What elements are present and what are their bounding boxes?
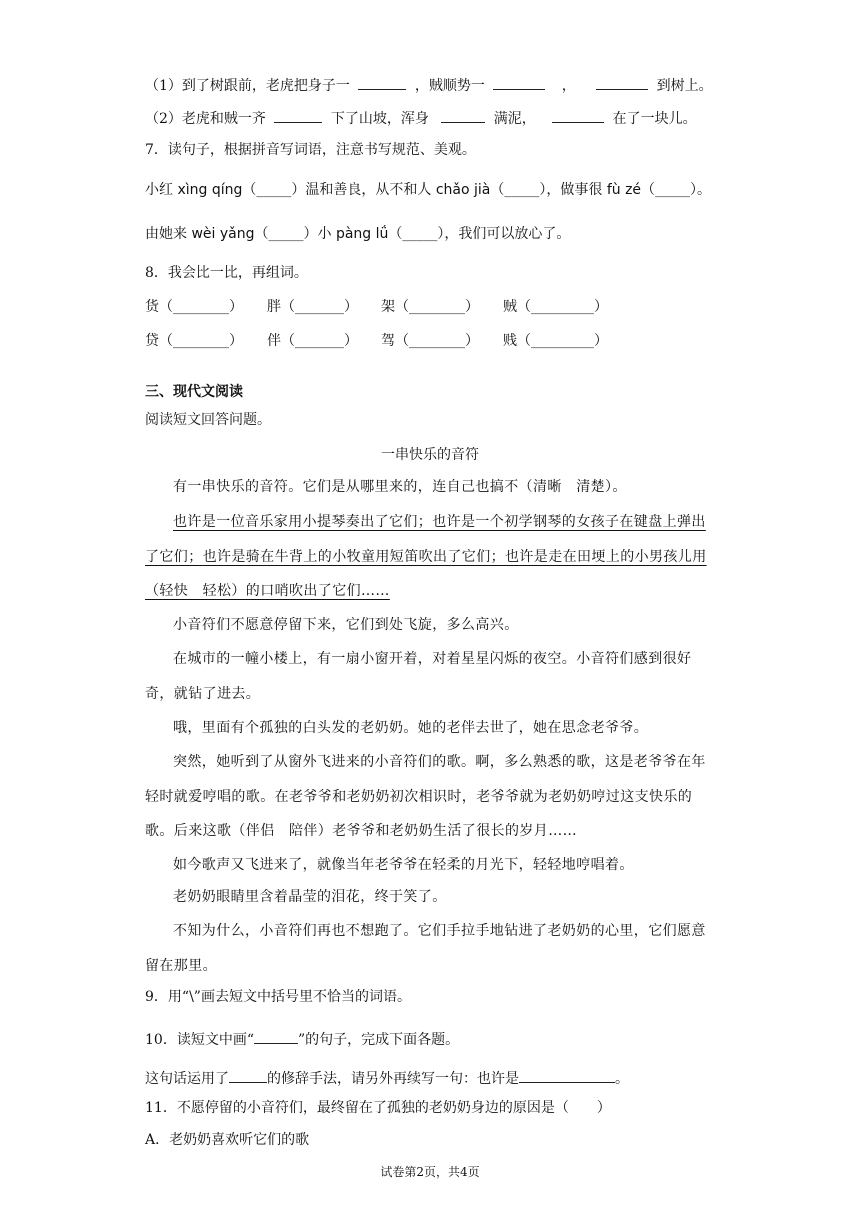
page-footer: 试卷第2页，共4页	[380, 1165, 480, 1179]
q10-text: ”的句子，完成下面各题。	[297, 1032, 460, 1048]
answer-blank[interactable]	[493, 73, 545, 90]
q10-text: 的修辞手法，请另外再续写一句：也许是	[267, 1071, 519, 1087]
word-group-cell[interactable]: 胖（_______）	[267, 299, 358, 315]
passage-paragraph-underlined	[145, 505, 715, 609]
q8-row-1	[145, 297, 608, 317]
word-group-cell[interactable]: 货（________）	[145, 299, 243, 315]
passage-paragraph: 老奶奶眼睛里含着晶莹的泪花，终于笑了。	[173, 889, 447, 905]
q6-item2-text-a: （2）老虎和贼一齐	[145, 111, 266, 127]
underlined-sentence: 也许是一位音乐家用小提琴奏出了它们；也许是一个初学钢琴的女孩子在键盘上弹出了它们；也许是骑在牛背上的小牧童用短笛吹出了它们；也许是走在田埂上的小男孩儿用（轻快 轻松）的口哨吹出了它们……	[145, 514, 707, 599]
passage-paragraph: 哦，里面有个孤独的白头发的老奶奶。她的老伴去世了，她在思念老爷爷。	[173, 720, 649, 736]
pinyin-text: xìng qíng	[177, 182, 243, 198]
word-group-cell[interactable]: 伴（_______）	[267, 333, 358, 349]
q6-item-1	[145, 73, 713, 96]
q8-row-2	[145, 331, 608, 351]
answer-blank[interactable]	[274, 106, 322, 123]
q9-title: 9．用“\”画去短文中括号里不恰当的词语。	[145, 989, 411, 1005]
q10-text: 10．读短文中画“	[145, 1032, 254, 1048]
section-instruction: 阅读短文回答问题。	[145, 412, 271, 428]
answer-blank[interactable]	[441, 106, 485, 123]
underline-sample	[254, 1027, 298, 1044]
word-group-cell[interactable]: 贼（_________）	[503, 299, 608, 315]
passage-paragraph: 如今歌声又飞进来了，就像当年老爷爷在轻柔的月光下，轻轻地哼唱着。	[173, 857, 634, 873]
q7-text: （_____）小	[254, 226, 336, 242]
passage-paragraph: 突然，她听到了从窗外飞进来的小音符们的歌。啊，多么熟悉的歌，这是老爷爷在年轻时就爱哼唱的歌。在老爷爷和老奶奶初次相识时，老爷爷就为老奶奶哼过这支快乐的歌。后来这歌（伴侣 陪伴）老爷爷和老奶奶生活了很长的岁月……	[145, 754, 706, 839]
q11-title: 11．不愿停留的小音符们，最终留在了孤独的老奶奶身边的原因是（ ）	[145, 1100, 611, 1116]
q7-line-1	[145, 180, 711, 200]
q6-item2-text-d: 在了一块儿。	[612, 111, 697, 127]
q6-item1-text-d: 到树上。	[656, 78, 713, 94]
answer-blank[interactable]	[519, 1066, 615, 1083]
pinyin-text: fù zé	[606, 182, 642, 198]
section-heading: 三、现代文阅读	[145, 384, 243, 400]
q6-item1-text-a: （1）到了树跟前，老虎把身子一	[145, 78, 350, 94]
q7-title: 7．读句子，根据拼音写词语，注意书写规范、美观。	[145, 142, 476, 158]
q10-text: 这句话运用了	[145, 1071, 229, 1087]
word-group-cell[interactable]: 驾（________）	[381, 333, 479, 349]
q7-text: （_____），做事很	[490, 182, 607, 198]
q6-item1-text-c: ，	[561, 78, 576, 94]
q6-item1-text-b: ，贼顺势一	[414, 78, 485, 94]
word-group-cell[interactable]: 贱（_________）	[503, 333, 608, 349]
pinyin-text: chǎo jià	[435, 182, 491, 198]
q11-option-a[interactable]: A．老奶奶喜欢听它们的歌	[145, 1132, 310, 1148]
pinyin-text: pàng lǘ	[335, 226, 389, 242]
passage-paragraph: 小音符们不愿意停留下来，它们到处飞旋，多么高兴。	[173, 617, 519, 633]
q10-text: 。	[615, 1071, 629, 1087]
q7-line-2	[145, 224, 570, 244]
answer-blank[interactable]	[229, 1066, 267, 1083]
q8-title: 8．我会比一比，再组词。	[145, 265, 308, 281]
passage-paragraph: 不知为什么，小音符们再也不想跑了。它们手拉手地钻进了老奶奶的心里，它们愿意留在那里。	[145, 923, 706, 974]
q6-item2-text-c: 满泥，	[493, 111, 536, 127]
q6-item-2	[145, 106, 697, 129]
word-group-cell[interactable]: 贷（________）	[145, 333, 243, 349]
q7-text: 小红	[145, 182, 178, 198]
q7-text: （_____）。	[641, 182, 712, 198]
passage-paragraph: 有一串快乐的音符。它们是从哪里来的，连自己也搞不（清晰 清楚）。	[173, 479, 627, 495]
q10-title	[145, 1027, 459, 1050]
q7-text: 由她来	[145, 226, 192, 242]
answer-blank[interactable]	[596, 73, 648, 90]
q6-item2-text-b: 下了山坡，浑身	[330, 111, 429, 127]
q10-line	[145, 1066, 629, 1089]
q7-text: （_____）温和善良，从不和人	[242, 182, 436, 198]
passage-title: 一串快乐的音符	[381, 447, 479, 463]
answer-blank[interactable]	[552, 106, 604, 123]
word-group-cell[interactable]: 架（________）	[381, 299, 479, 315]
q7-text: （_____），我们可以放心了。	[388, 226, 571, 242]
passage-paragraph: 在城市的一幢小楼上，有一扇小窗开着，对着星星闪烁的夜空。小音符们感到很好奇，就钻了进去。	[145, 651, 692, 702]
pinyin-text: wèi yǎng	[191, 226, 255, 242]
answer-blank[interactable]	[358, 73, 406, 90]
